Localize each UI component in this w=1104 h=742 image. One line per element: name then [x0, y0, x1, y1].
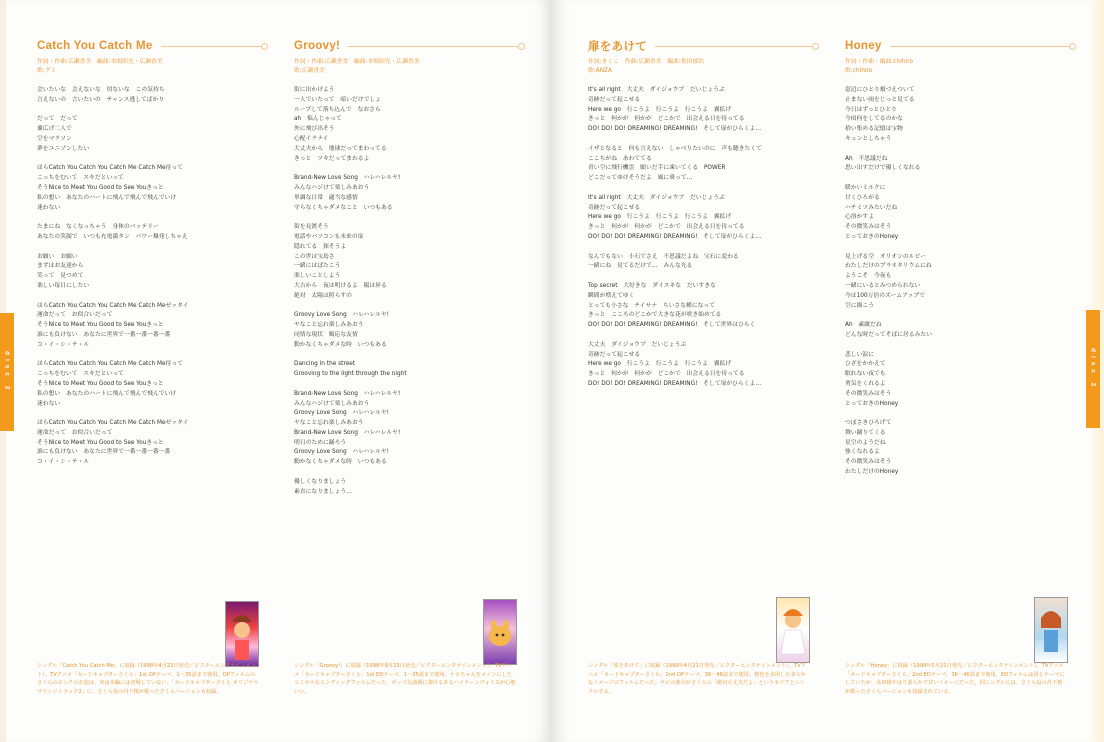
lyric-line: Groovy Love Song ハレハレルヤ! [294, 410, 389, 417]
song-credits: 作詞・作曲・編曲:chihiro 歌:chihiro [845, 59, 913, 74]
lyric-line: 同情な現状 順応な友情 [294, 331, 358, 338]
lyric-line: 素直になりましょう… [294, 488, 352, 495]
lyric-line: 奇跡だって起こせる [588, 204, 641, 211]
lyric-line: そうNice to Meet You Good to See Youきっと [37, 380, 164, 387]
song-credits: 作詞・作曲:広瀬香美 編曲:本間昭光・広瀬香美 歌:広瀬香美 [294, 59, 420, 74]
lyric-stanza [845, 351, 1073, 410]
lyric-line: こっちをむいて スキだといって [37, 175, 124, 182]
lyric-stanza [588, 253, 816, 273]
lyric-line: 優しくなりましょう [294, 478, 347, 485]
lyric-line: きっと ツキだってまわるよ [294, 155, 370, 162]
lyric-stanza [37, 302, 265, 351]
lyric-line: なんでもない 小石でさえ 不思議だよね 宝石に変わる [588, 253, 739, 260]
lyrics [294, 86, 522, 497]
lyric-line: 今頃何をしてるのかな [845, 116, 903, 123]
lyric-line: 大丈夫 ダイジョウブ だいじょうぶ [588, 341, 687, 348]
lyric-line: 甘くひろがる [845, 194, 880, 201]
lyric-line: 舞い踊りてくる [845, 429, 886, 436]
lyric-line: 拾い集める記憶は宝物 [845, 126, 903, 133]
lyric-line: つぼさきひろげて [845, 420, 892, 427]
lyric-line: Here we go 行こうよ 行こうよ 行こうよ 翼拡げ [588, 106, 732, 113]
lyric-line: とっても小さな チイサナ ちいさな種になって [588, 302, 716, 309]
lyric-line: 会いたいな 会えないな 切ないな この気持ち [37, 87, 165, 93]
lyric-line: DO! DO! DO! DREAMING! DREAMING! そして扉がひらくよ… [588, 233, 762, 240]
release-note: シングル「Honey」に収録（1999年5月21日発売／ビクターエンタテインメント）。TVアニメ「カードキャプターさくら」2nd EDテーマ。36〜46話まで使用。EDフィルムは同じテーマにしていたが、品田様やはり柔らかで甘いイメージだった。同シングルには、さくら役の丹下桜が歌ったさくらバージョンも収録されている。 [845, 663, 1065, 695]
title-rule [655, 46, 816, 47]
lyric-stanza [845, 419, 1073, 478]
lyric-line: 街を見渡そう [294, 224, 329, 231]
lyric-line: ah 悩んじゃって [294, 116, 342, 123]
lyrics [588, 86, 816, 390]
lyric-stanza [37, 253, 265, 292]
lyric-line: 青い空に飛行機雲 願いだ手に凍いてくる POWER [588, 165, 726, 172]
lyric-line: お願い お願い [37, 253, 78, 260]
lyric-line: 空に描こう [845, 302, 874, 309]
song-title: Catch You Catch Me [37, 40, 153, 52]
lyric-line: 大吉から 夜は明けるよ 陽は昇る [294, 282, 387, 289]
disc-tab: disc 2 [1086, 310, 1100, 428]
lyric-line: 私の想い あなたのハートに飛んで飛んで飛んでいけ [37, 390, 177, 397]
single-cover-honey [1034, 597, 1068, 663]
lyric-line: 動かなくちゃダメな時 いつもある [294, 459, 387, 466]
lyric-line: 夢をユニゾンしたい [37, 145, 90, 152]
lyric-line: 一緒にはばたこう [294, 263, 341, 270]
lyric-line: わたしだけのプラネタリウムにね [845, 263, 932, 270]
release-note: シングル「扉をあけて」に収録（1999年4月21日発売／ビクターエンタテインメント）。TVアニメ「カードキャプターさくら」2nd OPテーマ。36〜46話まで使用。桜色を多用した柔らかなイメージのフィルムだった。サビの部分がさくらの「絶対大丈夫だよ」というセリフとシンクロする。 [588, 663, 807, 695]
lyric-line: ようこそ 今夜も [845, 273, 892, 280]
lyric-stanza [294, 478, 522, 498]
lyric-line: 迷わない [37, 400, 61, 407]
right-page [552, 0, 1104, 742]
lyric-stanza [37, 419, 265, 468]
lyric-line: 今日はずっとひとり [845, 106, 897, 113]
lyric-line: 奇跡だって起こせる [588, 96, 641, 103]
lyric-line: 電話やパソコンも未来の扉 [294, 233, 364, 240]
lyric-line: その微笑みはそう [845, 390, 892, 397]
lyric-line: 一緒にいるとみつめられない [845, 282, 921, 289]
lyric-line: 翼広げ二人で [37, 126, 72, 133]
lyric-line: 眠れない夜でも [845, 371, 886, 378]
lyric-line: みんなハジけて楽しみあおう [294, 184, 370, 191]
lyric-line: 私の想い あなたのハートに飛んで飛んで飛んでいけ [37, 194, 177, 201]
lyric-stanza [294, 86, 522, 164]
lyric-line: 大丈夫から 地球だってまわってる [294, 145, 387, 152]
single-cover-catch-you-catch-me [225, 601, 259, 667]
song-credits: 作詞・作曲:広瀬香美 編曲:本間昭光・広瀬香美 歌:グミ [37, 59, 163, 74]
lyric-line: It's all right 大丈夫 ダイジョウブ だいじょうぶ [588, 194, 725, 201]
lyric-stanza [37, 360, 265, 409]
lyric-line: だって だって [37, 116, 78, 123]
lyric-line: ほらCatch You Catch You Catch Me Catch Me待って [37, 361, 183, 368]
lyric-line: ここちがね あわててる [588, 155, 652, 162]
lyric-stanza [845, 184, 1073, 243]
lyric-stanza [588, 194, 816, 243]
song-groovy [294, 38, 522, 507]
lyric-line: コ・イ・シ・テ・ル [37, 459, 90, 466]
lyric-line: Brand-New Love Song ハレハレルヤ! [294, 175, 401, 182]
lyric-line: 心溶かすよ [845, 214, 874, 221]
lyric-stanza [294, 174, 522, 213]
lyric-line: Here we go 行こうよ 行こうよ 行こうよ 翼拡げ [588, 361, 732, 368]
song-credits: 作詞:きくこ 作曲:広瀬香美 編曲:集田郁浩 歌:ANZA [588, 59, 705, 74]
lyric-line: 瞬間が増えてゆく [588, 292, 635, 299]
lyric-line: キュンとしちゃう [845, 135, 892, 142]
lyric-line: コ・イ・シ・テ・ル [37, 341, 90, 348]
lyric-line: 止まない雨をじっと見てる [845, 96, 915, 103]
lyric-line: 勇気をくれるよ [845, 380, 886, 387]
lyric-line: Brand-New Love Song ハレハレルヤ! [294, 390, 401, 397]
lyric-line: 単調な日常 適当な感情 [294, 194, 358, 201]
lyrics [845, 86, 1073, 478]
lyric-line: そうNice to Meet You Good to See Youきっと [37, 322, 164, 329]
lyric-line: 守らなくちゃダメなこと いつもある [294, 204, 393, 211]
lyric-stanza [294, 311, 522, 350]
lyric-line: どこだってゆけそうだよ 風に乗って… [588, 175, 693, 182]
lyric-stanza [845, 155, 1073, 175]
lyric-line: 思い出すだけで優しくなれる [845, 165, 921, 172]
lyric-stanza [294, 390, 522, 468]
lyrics [37, 86, 265, 468]
lyric-line: そうNice to Meet You Good to See Youきっと [37, 184, 164, 191]
release-note: シングル「Groovy!」に収録（1998年9月23日発売／ビクターエンタテインメント）。TVアニメ「カードキャプターさくら」1st EDテーマ。1〜35話まで使用。ケロちゃんをメインにしたコミカルなエンディングフィルムだった。ポップな曲調に弾けるあるハイテーンヴォイスが心地いい。 [294, 663, 516, 695]
lyric-line: 心配イラナイ [294, 135, 329, 142]
lyric-stanza [845, 321, 1073, 341]
lyric-line: そうNice to Meet You Good to See Youきっと [37, 439, 164, 446]
lyric-stanza [37, 86, 265, 106]
lyric-stanza [845, 253, 1073, 312]
lyric-line: 運命だって お似合いだって [37, 429, 113, 436]
lyric-stanza [37, 164, 265, 213]
lyric-line: ヤなこと忘れ楽しみあおう [294, 420, 364, 427]
lyric-line: It's all right 大丈夫 ダイジョウブ だいじょうぶ [588, 87, 725, 93]
title-rule [348, 46, 522, 47]
lyric-line: 一緒にね 見てるだけで… みんな光る [588, 263, 693, 270]
lyric-line: イザとなると 何も言えない しゃべりたいのに 声も聴きたくて [588, 145, 762, 152]
lyric-line: 奇跡だって起こせる [588, 351, 641, 358]
lyric-line: 強くなれるよ [845, 449, 880, 456]
lyric-line: きっと 何かが 何かが どこかで 出会える日を待ってる [588, 224, 745, 231]
lyric-line: 隠れてる 探そうよ [294, 243, 347, 250]
lyric-stanza [588, 282, 816, 331]
lyric-line: 暖かいミルクに [845, 184, 886, 191]
title-rule [890, 46, 1073, 47]
song-catch-you-catch-me [37, 38, 265, 478]
lyric-line: Grooving to the light through the night [294, 371, 407, 378]
lyric-line: 外に飛び出そう [294, 126, 335, 133]
disc-tab: disc 2 [0, 313, 14, 431]
song-honey [845, 38, 1073, 488]
lyric-line: みんなハジけて楽しみあおう [294, 400, 370, 407]
lyric-line: とっておきのHoney [845, 233, 899, 240]
lyric-line: 星空のようだね [845, 439, 886, 446]
lyric-line: 絶対 太陽は照らすの [294, 292, 352, 299]
lyric-line: Ah 素敵だね [845, 322, 882, 329]
lyric-stanza [294, 360, 522, 380]
lyric-line: ヤなこと忘れ楽しみあおう [294, 322, 364, 329]
lyric-line: その微笑みはそう [845, 224, 892, 231]
lyric-stanza [37, 115, 265, 154]
cover-art-image [484, 600, 516, 664]
cover-art-image [226, 602, 258, 666]
lyric-line: 今は100万倍のズームアップで [845, 292, 926, 299]
cover-art-image [777, 598, 809, 662]
lyric-line: わたしだけのHoney [845, 469, 899, 476]
lyric-line: 誰にも負けない あなたに世界で一番一番一番一番 [37, 331, 171, 338]
lyric-line: きっと こころのどこかで大きな花が咲き始めてる [588, 312, 722, 319]
lyric-line: ループして落ち込んで なおさら [294, 106, 381, 113]
lyric-line: こっちをむいて スキだといって [37, 371, 124, 378]
lyric-line: Brand-New Love Song ハレハレルヤ! [294, 429, 401, 436]
lyric-line: とっておきのHoney [845, 400, 899, 407]
lyric-stanza [588, 341, 816, 390]
lyric-line: 楽しいことしよう [294, 273, 341, 280]
lyric-line: 街に出かけよう [294, 87, 335, 93]
lyric-line: 笑って 見つめて [37, 273, 84, 280]
lyric-line: Ah 不思議だね [845, 155, 888, 162]
lyric-line: ハチミツみたいだね [845, 204, 898, 211]
lyric-line: DO! DO! DO! DREAMING! DREAMING! そして扉がひらくよ… [588, 126, 762, 133]
lyric-line: 誰にも負けない あなたに世界で一番一番一番一番 [37, 449, 171, 456]
lyric-line: 運命だって お似合いだって [37, 312, 113, 319]
lyric-line: 楽しい毎日にしたい [37, 282, 90, 289]
lyric-line: 窓辺にひとり頬づえついて [845, 87, 915, 93]
lyric-line: この世は宝島さ [294, 253, 335, 260]
lyric-line: 空をマラソン [37, 135, 72, 142]
lyric-line: Here we go 行こうよ 行こうよ 行こうよ 翼拡げ [588, 214, 732, 221]
lyric-stanza [294, 223, 522, 301]
lyric-line: Dancing in the street [294, 361, 356, 368]
single-cover-tobira-wo-akete [776, 597, 810, 663]
lyric-line: きっと 何かが 何かが どこかで 出会える日を待ってる [588, 116, 745, 123]
lyric-line: Groovy Love Song ハレハレルヤ! [294, 312, 389, 319]
song-tobira-wo-akete [588, 38, 816, 400]
lyric-line: ひざをかかえて [845, 361, 886, 368]
single-cover-groovy [483, 599, 517, 665]
song-title: 扉をあけて [588, 41, 647, 53]
lyric-line: まずはお友達から [37, 263, 84, 270]
song-title: Groovy! [294, 40, 341, 52]
lyric-line: Groovy Love Song ハレハレルヤ! [294, 449, 389, 456]
lyric-line: ほらCatch You Catch You Catch Me Catch Meゼッタイ [37, 420, 189, 427]
release-note: シングル「Catch You Catch Me」に収録（1998年4月22日発売／ビクターエンタテインメント）。TVアニメ「カードキャプターさくら」1st OPテーマ。1〜35話まで使用。OPフィルムのさくらのピンクの衣装は、実は本編には登場していない。「カードキャプターさくら オリジナルサウンドトラック2」に、さくら役の丹下桜が歌ったさくらバージョンも収録。 [37, 663, 259, 695]
lyric-stanza [588, 145, 816, 184]
song-title: Honey [845, 40, 882, 52]
lyric-line: どんな時だってそばに居るみたい [845, 331, 932, 338]
lyric-line: きっと 何かが 何かが どこかで 出会える日を待ってる [588, 371, 745, 378]
lyric-line: DO! DO! DO! DREAMING! DREAMING! そして世界はひらく [588, 322, 756, 329]
lyric-stanza [845, 86, 1073, 145]
cover-art-image [1035, 598, 1067, 662]
lyric-line: DO! DO! DO! DREAMING! DREAMING! そして扉がひらくよ… [588, 380, 762, 387]
lyric-line: Top secret 大好きな ダイスキな だいすきな [588, 282, 716, 289]
lyric-line: あなたの笑顔で いつも充電満タン パワー爆発しちゃえ [37, 233, 188, 240]
lyric-line: ほらCatch You Catch You Catch Me Catch Me待って [37, 165, 183, 172]
lyric-line: その微笑みはそう [845, 459, 892, 466]
lyric-line: 一人でいたって 暗いだけでしょ [294, 96, 381, 103]
lyric-line: 動かなくちゃダメな時 いつもある [294, 341, 387, 348]
lyric-stanza [588, 86, 816, 135]
lyric-line: ほらCatch You Catch You Catch Me Catch Meゼッタイ [37, 302, 189, 309]
lyric-line: たまにね なくなっちゃう 身体のバッテリー [37, 224, 159, 231]
lyric-line: 明日のために踊ろう [294, 439, 347, 446]
lyric-stanza [37, 223, 265, 243]
lyric-line: 悲しい涙に [845, 351, 874, 358]
lyric-line: 見上げる空 オリオンのルビー [845, 253, 926, 260]
lyric-line: 言えないの 言いたいの チャンス逃してばかり [37, 96, 165, 103]
title-rule [161, 46, 265, 47]
lyric-line: 迷わない [37, 204, 61, 211]
